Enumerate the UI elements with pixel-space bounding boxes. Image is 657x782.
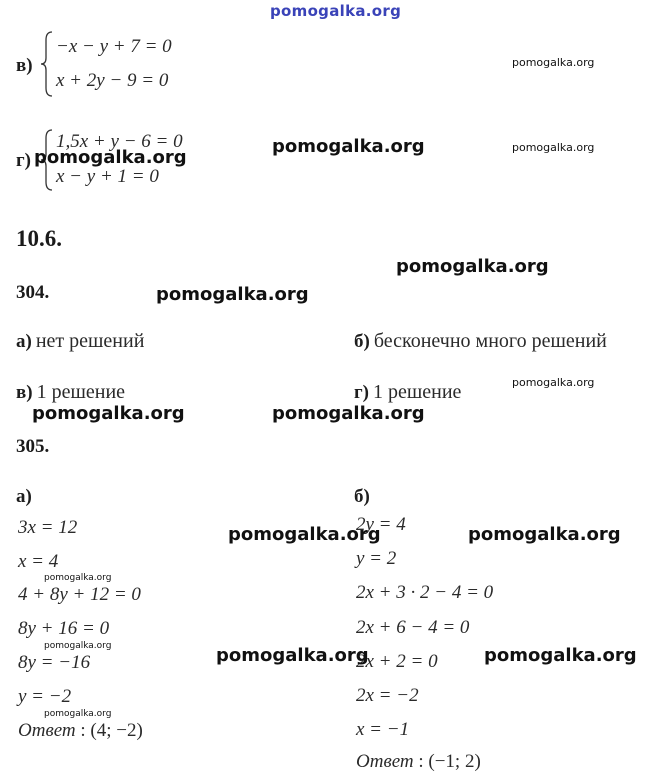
ex305-a-line: 8y = −16 xyxy=(18,652,91,673)
exercise-305-number: 305. xyxy=(16,436,50,457)
answer-word: Ответ xyxy=(18,720,76,741)
watermark: pomogalka.org xyxy=(228,524,381,545)
ex305-a-line: 8y + 16 = 0 xyxy=(18,618,110,639)
task-v-label: в) xyxy=(16,55,33,76)
watermark: pomogalka.org xyxy=(512,141,595,154)
exercise-304-number: 304. xyxy=(16,282,50,303)
ex304-b-label: б) xyxy=(354,331,370,352)
ex305-b-line: 2x + 2 = 0 xyxy=(356,651,438,672)
task-g-label: г) xyxy=(16,150,31,171)
ex305-a-line: x = 4 xyxy=(18,551,59,572)
answer-value: : (−1; 2) xyxy=(418,751,481,772)
task-g-eq1: 1,5x + y − 6 = 0 xyxy=(56,131,183,152)
ex305-b-answer xyxy=(356,751,481,773)
ex304-a-text: нет решений xyxy=(35,330,145,352)
ex305-a-line: y = −2 xyxy=(18,686,72,707)
watermark: pomogalka.org xyxy=(34,147,187,168)
watermark-top: pomogalka.org xyxy=(270,2,402,20)
ex305-a-line: 4 + 8y + 12 = 0 xyxy=(18,584,141,605)
watermark: pomogalka.org xyxy=(484,645,637,666)
ex305-b-line: y = 2 xyxy=(356,548,397,569)
watermark: pomogalka.org xyxy=(32,403,185,424)
ex304-v-text: 1 решение xyxy=(36,381,126,403)
ex305-b-label: б) xyxy=(354,486,370,507)
ex305-b-line: 2x + 6 − 4 = 0 xyxy=(356,617,470,638)
ex304-g-text: 1 решение xyxy=(372,381,462,403)
ex305-a-line: 3x = 12 xyxy=(18,517,78,538)
task-v-eq1: −x − y + 7 = 0 xyxy=(56,36,172,57)
watermark: pomogalka.org xyxy=(272,403,425,424)
watermark: pomogalka.org xyxy=(44,573,112,583)
watermark: pomogalka.org xyxy=(512,56,595,69)
watermark: pomogalka.org xyxy=(44,709,112,719)
watermark: pomogalka.org xyxy=(272,136,425,157)
system-brace-icon xyxy=(40,30,54,98)
ex305-b-line: x = −1 xyxy=(356,719,410,740)
watermark: pomogalka.org xyxy=(468,524,621,545)
ex305-a-answer xyxy=(18,720,143,742)
watermark: pomogalka.org xyxy=(44,641,112,651)
ex304-b xyxy=(354,330,607,353)
ex304-g-label: г) xyxy=(354,382,369,403)
ex305-b-line: 2y = 4 xyxy=(356,514,406,535)
ex304-b-text: бесконечно много решений xyxy=(373,330,607,352)
ex304-v xyxy=(16,381,125,404)
watermark: pomogalka.org xyxy=(216,645,369,666)
ex304-g xyxy=(354,381,461,404)
task-v-eq2: x + 2y − 9 = 0 xyxy=(56,70,169,91)
ex305-a-label: а) xyxy=(16,486,32,507)
ex305-b-line: 2x = −2 xyxy=(356,685,419,706)
watermark: pomogalka.org xyxy=(512,376,595,389)
answer-value: : (4; −2) xyxy=(80,720,143,741)
ex304-v-label: в) xyxy=(16,382,33,403)
watermark: pomogalka.org xyxy=(156,284,309,305)
answer-word: Ответ xyxy=(356,751,414,772)
watermark: pomogalka.org xyxy=(396,256,549,277)
section-heading: 10.6. xyxy=(16,226,62,251)
ex304-a xyxy=(16,330,144,353)
ex305-b-line: 2x + 3 · 2 − 4 = 0 xyxy=(356,582,494,603)
task-g-eq2: x − y + 1 = 0 xyxy=(56,166,159,187)
ex304-a-label: а) xyxy=(16,331,32,352)
